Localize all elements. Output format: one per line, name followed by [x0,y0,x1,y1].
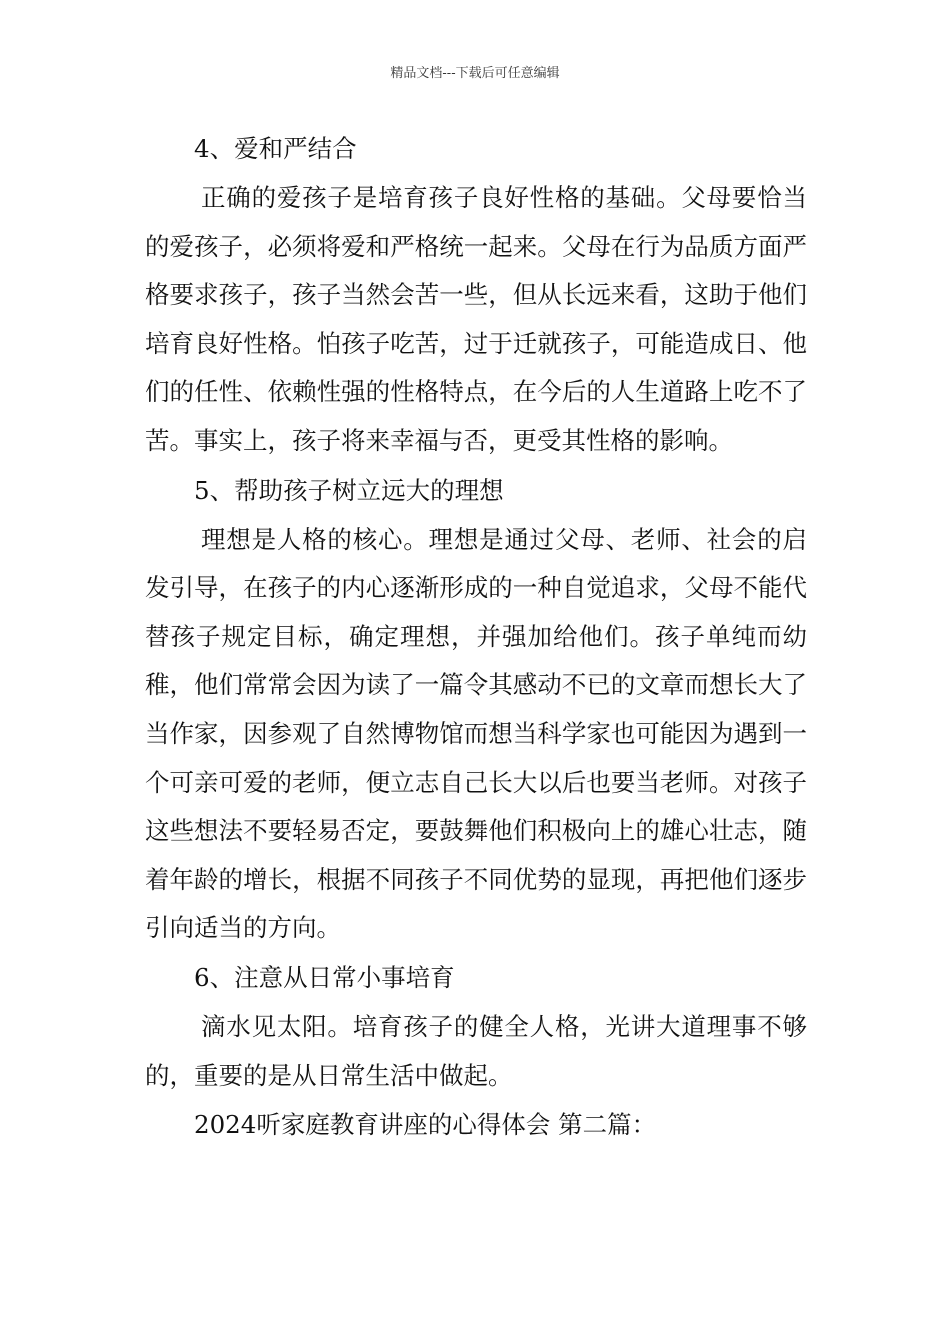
section-heading-6: 6、注意从日常小事培育 [194,962,455,992]
section-heading-4: 4、爱和严结合 [194,134,357,163]
page-header: 精品文档---下载后可任意编辑 [390,66,560,81]
section-heading-5: 5、帮助孩子树立远大的理想 [194,475,504,505]
document-body [145,124,807,1150]
section-paragraph-4: 正确的爱孩子是培育孩子良好性格的基础。父母要恰当的爱孩子，必须将爱和严格统一起来。父母在行为品质方面严格要求孩子，孩子当然会苦一些，但从长远来看，这助于他们培育良好性格。怕孩子吃苦，过于迁就孩子，可能造成日、他们的任性、依赖性强的性格特点，在今后的人生道路上吃不了苦。事实上，孩子将来幸福与否，更受其性格的影响。 [145,183,807,455]
section-paragraph-6: 滴水见太阳。培育孩子的健全人格，光讲大道理事不够的，重要的是从日常生活中做起。 [145,1011,807,1090]
section-paragraph-5: 理想是人格的核心。理想是通过父母、老师、社会的启发引导，在孩子的内心逐渐形成的一种自觉追求，父母不能代替孩子规定目标，确定理想，并强加给他们。孩子单纯而幼稚，他们常常会因为读了一篇令其感动不已的文章而想长大了当作家，因参观了自然博物馆而想当科学家也可能因为遇到一个可亲可爱的老师，便立志自己长大以后也要当老师。对孩子这些想法不要轻易否定，要鼓舞他们积极向上的雄心壮志，随着年龄的增长，根据不同孩子不同优势的显现，再把他们逐步引向适当的方向。 [145,524,807,943]
closing-line: 2024听家庭教育讲座的心得体会 第二篇： [194,1110,657,1140]
